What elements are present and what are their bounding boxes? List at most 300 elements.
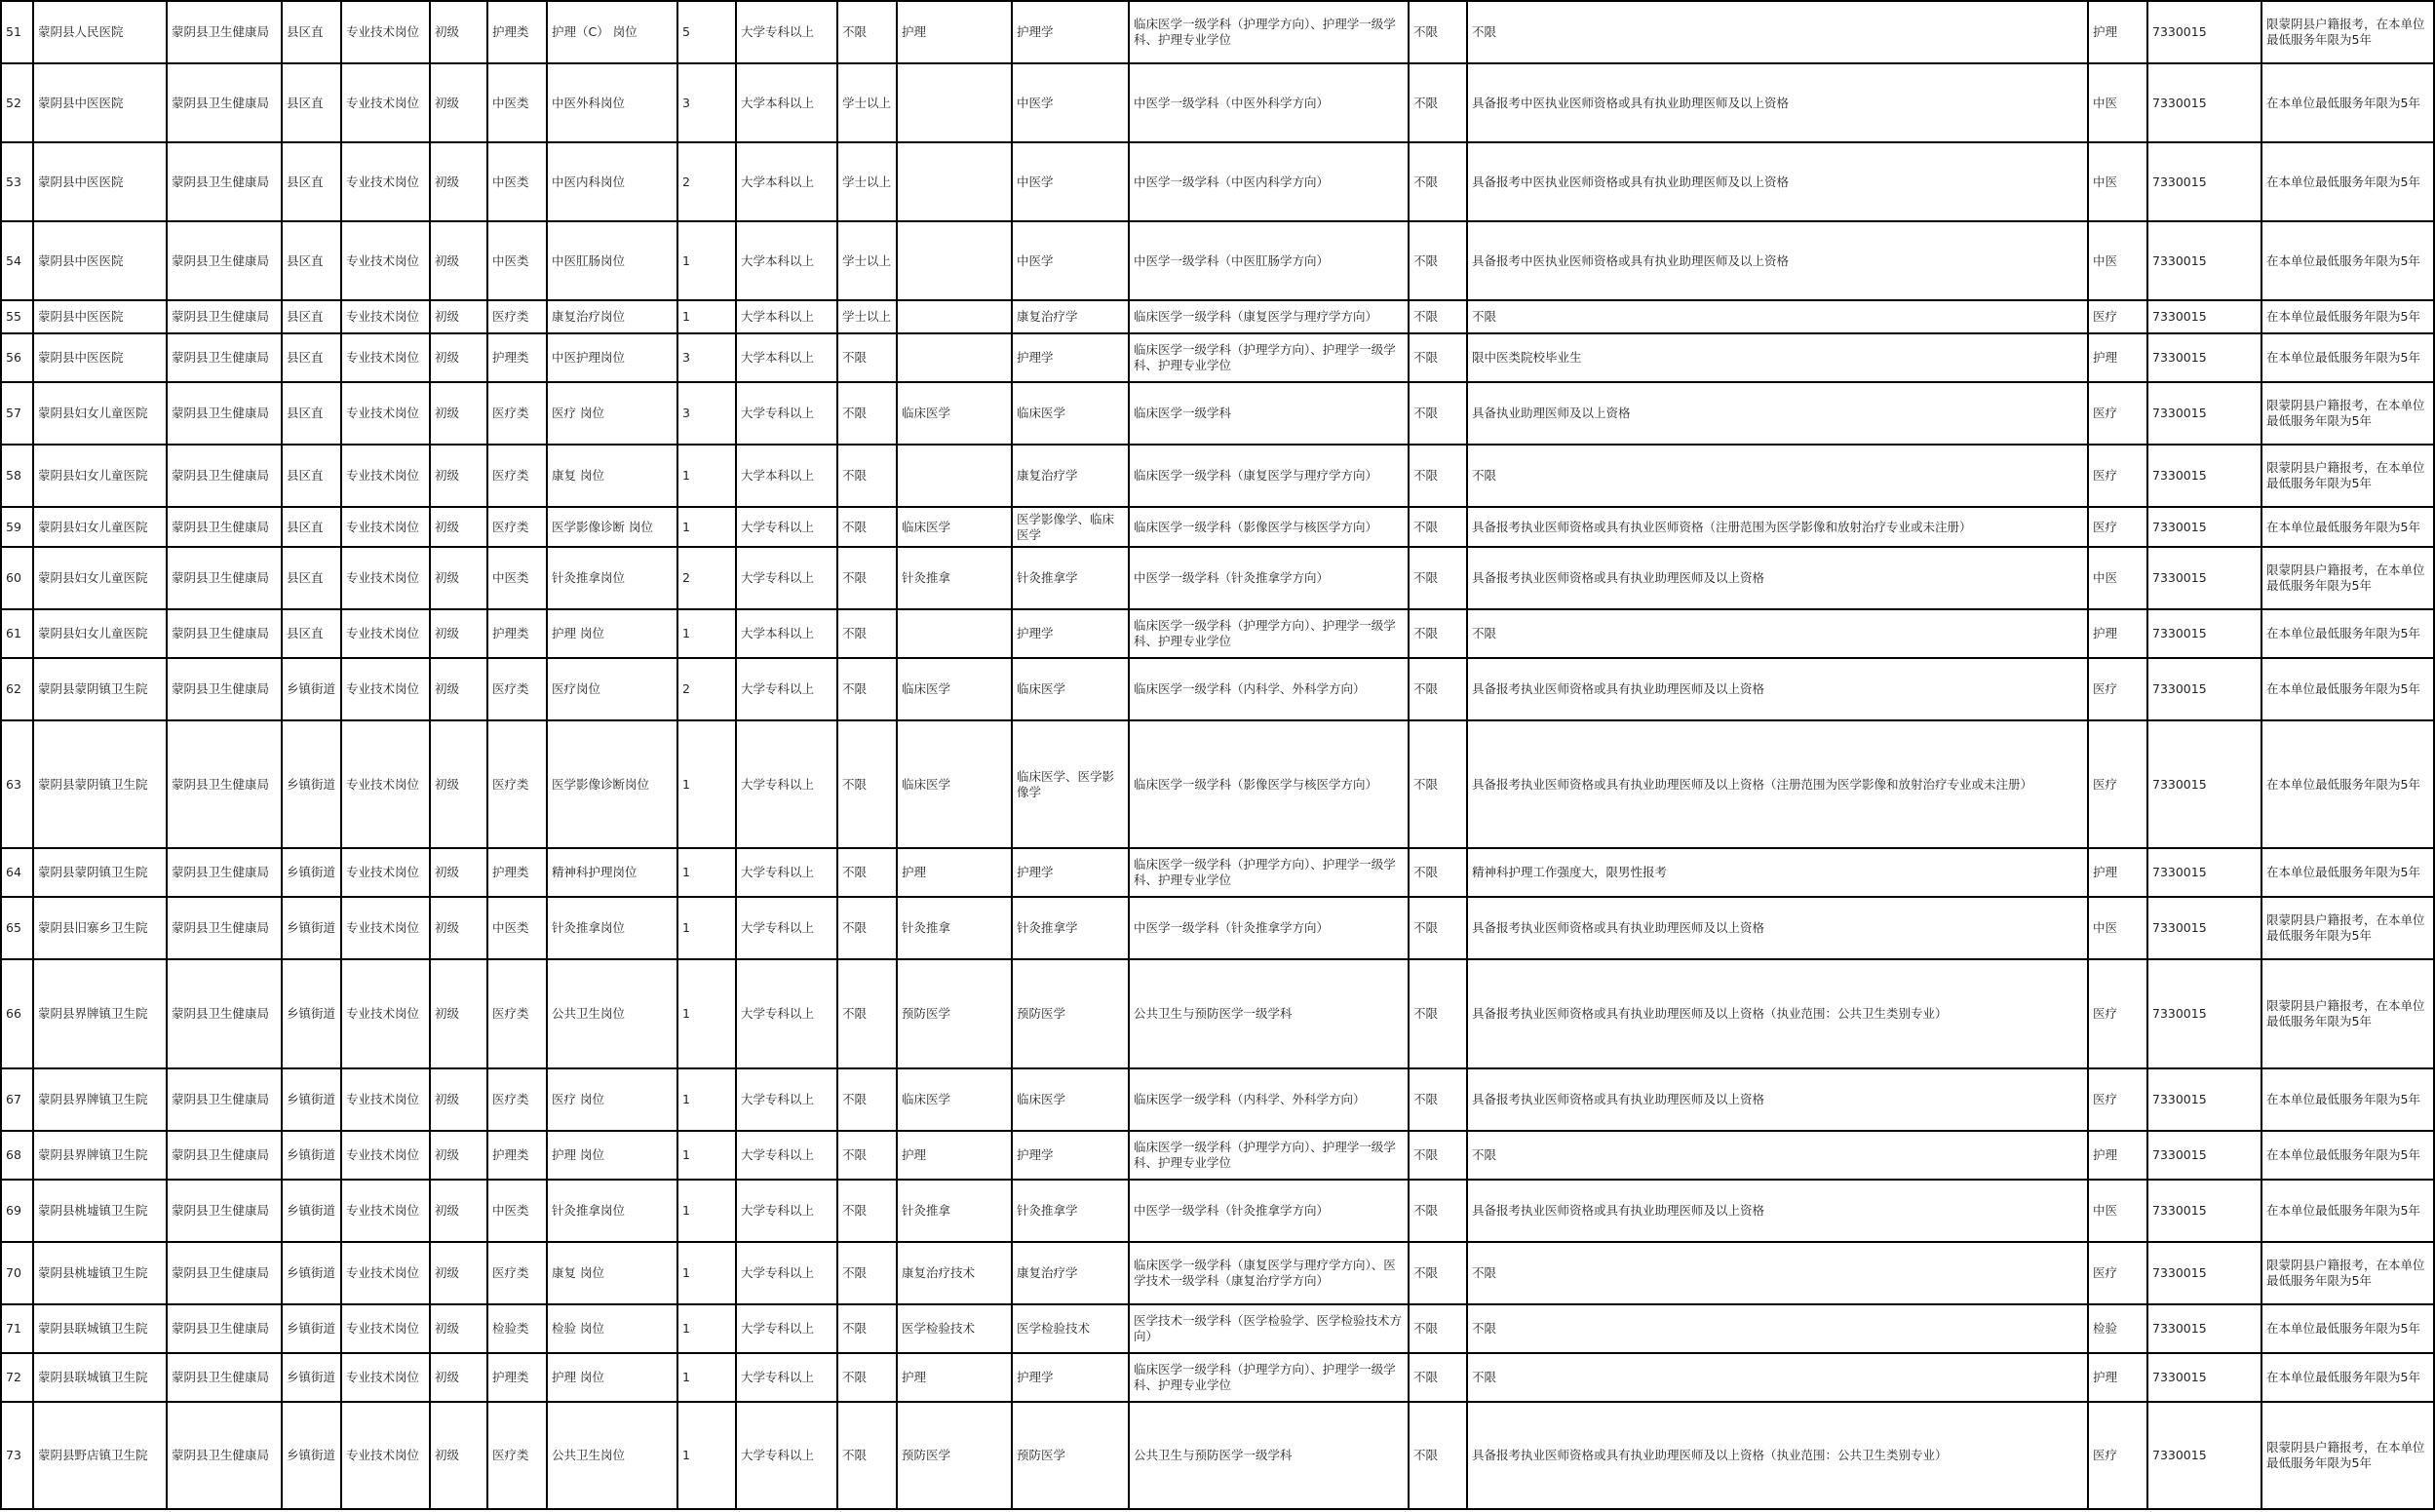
table-row xyxy=(1,720,2434,848)
cell-exam: 医疗 xyxy=(2088,1402,2147,1509)
table-row xyxy=(1,445,2434,507)
cell-level: 乡镇街道 xyxy=(282,1402,341,1509)
cell-major-bk: 护理学 xyxy=(1012,1131,1129,1180)
cell-post: 精神科护理岗位 xyxy=(547,848,677,897)
cell-degree: 不限 xyxy=(837,1304,897,1353)
cell-cat: 护理类 xyxy=(487,609,547,658)
cell-exam: 中医 xyxy=(2088,897,2147,959)
cell-degree: 不限 xyxy=(837,848,897,897)
cell-remark: 在本单位最低服务年限为5年 xyxy=(2261,1068,2434,1131)
cell-level: 县区直 xyxy=(282,142,341,221)
cell-age: 不限 xyxy=(1409,300,1467,333)
cell-remark: 限蒙阴县户籍报考，在本单位最低服务年限为5年 xyxy=(2261,897,2434,959)
table-row xyxy=(1,547,2434,609)
cell-type: 专业技术岗位 xyxy=(341,221,430,300)
cell-type: 专业技术岗位 xyxy=(341,63,430,142)
cell-major-jz: 临床医学 xyxy=(897,658,1012,720)
cell-remark: 限蒙阴县户籍报考，在本单位最低服务年限为5年 xyxy=(2261,1,2434,63)
cell-level: 县区直 xyxy=(282,507,341,547)
cell-unit: 蒙阴县妇女儿童医院 xyxy=(33,445,167,507)
cell-edu: 大学本科以上 xyxy=(736,300,837,333)
table-row xyxy=(1,300,2434,333)
cell-no: 65 xyxy=(1,897,33,959)
cell-post: 护理 岗位 xyxy=(547,1353,677,1402)
cell-major-jz: 针灸推拿 xyxy=(897,547,1012,609)
cell-major-jz xyxy=(897,221,1012,300)
cell-cat: 医疗类 xyxy=(487,658,547,720)
cell-cat: 医疗类 xyxy=(487,445,547,507)
cell-remark: 在本单位最低服务年限为5年 xyxy=(2261,333,2434,382)
cell-age: 不限 xyxy=(1409,382,1467,445)
cell-post: 针灸推拿岗位 xyxy=(547,1180,677,1242)
cell-major-jz: 护理 xyxy=(897,1,1012,63)
cell-remark: 在本单位最低服务年限为5年 xyxy=(2261,1131,2434,1180)
cell-major-bk: 康复治疗学 xyxy=(1012,1242,1129,1304)
cell-degree: 不限 xyxy=(837,897,897,959)
cell-exam: 护理 xyxy=(2088,1131,2147,1180)
cell-age: 不限 xyxy=(1409,658,1467,720)
cell-exam: 中医 xyxy=(2088,547,2147,609)
cell-cat: 医疗类 xyxy=(487,720,547,848)
cell-remark: 在本单位最低服务年限为5年 xyxy=(2261,1180,2434,1242)
table-row xyxy=(1,1,2434,63)
cell-dept: 蒙阴县卫生健康局 xyxy=(167,848,282,897)
cell-degree: 不限 xyxy=(837,382,897,445)
cell-major-bk: 康复治疗学 xyxy=(1012,445,1129,507)
cell-phone: 7330015 xyxy=(2147,658,2261,720)
cell-phone: 7330015 xyxy=(2147,1353,2261,1402)
cell-no: 73 xyxy=(1,1402,33,1509)
cell-grade: 初级 xyxy=(430,1180,487,1242)
cell-grade: 初级 xyxy=(430,507,487,547)
cell-remark: 在本单位最低服务年限为5年 xyxy=(2261,63,2434,142)
cell-unit: 蒙阴县界牌镇卫生院 xyxy=(33,1068,167,1131)
cell-no: 55 xyxy=(1,300,33,333)
cell-major-jz: 针灸推拿 xyxy=(897,897,1012,959)
cell-type: 专业技术岗位 xyxy=(341,142,430,221)
cell-exam: 护理 xyxy=(2088,609,2147,658)
cell-dept: 蒙阴县卫生健康局 xyxy=(167,897,282,959)
cell-grade: 初级 xyxy=(430,720,487,848)
cell-other: 不限 xyxy=(1467,300,2088,333)
cell-other: 具备报考中医执业医师资格或具有执业助理医师及以上资格 xyxy=(1467,63,2088,142)
cell-degree: 不限 xyxy=(837,658,897,720)
cell-exam: 护理 xyxy=(2088,848,2147,897)
cell-unit: 蒙阴县中医医院 xyxy=(33,300,167,333)
cell-phone: 7330015 xyxy=(2147,1068,2261,1131)
cell-major-bk: 中医学 xyxy=(1012,221,1129,300)
cell-major-jz: 护理 xyxy=(897,848,1012,897)
cell-grade: 初级 xyxy=(430,658,487,720)
cell-dept: 蒙阴县卫生健康局 xyxy=(167,300,282,333)
cell-degree: 不限 xyxy=(837,445,897,507)
cell-no: 53 xyxy=(1,142,33,221)
cell-other: 不限 xyxy=(1467,445,2088,507)
cell-count: 1 xyxy=(677,507,736,547)
cell-cat: 中医类 xyxy=(487,142,547,221)
cell-post: 康复 岗位 xyxy=(547,445,677,507)
cell-edu: 大学本科以上 xyxy=(736,333,837,382)
cell-post: 医疗 岗位 xyxy=(547,382,677,445)
cell-unit: 蒙阴县界牌镇卫生院 xyxy=(33,1131,167,1180)
cell-no: 64 xyxy=(1,848,33,897)
cell-degree: 不限 xyxy=(837,1,897,63)
table-body xyxy=(1,1,2434,1509)
cell-age: 不限 xyxy=(1409,1,1467,63)
cell-type: 专业技术岗位 xyxy=(341,1304,430,1353)
cell-post: 针灸推拿岗位 xyxy=(547,897,677,959)
cell-cat: 中医类 xyxy=(487,63,547,142)
cell-post: 护理 岗位 xyxy=(547,609,677,658)
cell-type: 专业技术岗位 xyxy=(341,720,430,848)
cell-major-yjs: 临床医学一级学科（康复医学与理疗学方向）、医学技术一级学科（康复治疗学方向） xyxy=(1129,1242,1409,1304)
cell-remark: 限蒙阴县户籍报考，在本单位最低服务年限为5年 xyxy=(2261,1242,2434,1304)
cell-major-yjs: 公共卫生与预防医学一级学科 xyxy=(1129,1402,1409,1509)
cell-major-yjs: 临床医学一级学科（康复医学与理疗学方向） xyxy=(1129,300,1409,333)
cell-cat: 医疗类 xyxy=(487,1402,547,1509)
cell-grade: 初级 xyxy=(430,221,487,300)
cell-remark: 在本单位最低服务年限为5年 xyxy=(2261,507,2434,547)
cell-phone: 7330015 xyxy=(2147,1242,2261,1304)
cell-cat: 医疗类 xyxy=(487,959,547,1068)
cell-remark: 限蒙阴县户籍报考，在本单位最低服务年限为5年 xyxy=(2261,382,2434,445)
cell-other: 不限 xyxy=(1467,1304,2088,1353)
cell-age: 不限 xyxy=(1409,1131,1467,1180)
cell-edu: 大学本科以上 xyxy=(736,609,837,658)
cell-major-yjs: 中医学一级学科（中医内科学方向） xyxy=(1129,142,1409,221)
cell-edu: 大学专科以上 xyxy=(736,1068,837,1131)
cell-major-bk: 中医学 xyxy=(1012,142,1129,221)
cell-major-yjs: 临床医学一级学科（护理学方向）、护理学一级学科、护理专业学位 xyxy=(1129,1131,1409,1180)
cell-count: 1 xyxy=(677,848,736,897)
cell-other: 具备执业助理医师及以上资格 xyxy=(1467,382,2088,445)
cell-other: 具备报考执业医师资格或具有执业助理医师及以上资格 xyxy=(1467,897,2088,959)
cell-phone: 7330015 xyxy=(2147,848,2261,897)
cell-dept: 蒙阴县卫生健康局 xyxy=(167,1180,282,1242)
cell-unit: 蒙阴县桃墟镇卫生院 xyxy=(33,1242,167,1304)
cell-level: 乡镇街道 xyxy=(282,1180,341,1242)
cell-major-bk: 针灸推拿学 xyxy=(1012,547,1129,609)
cell-major-bk: 护理学 xyxy=(1012,1353,1129,1402)
cell-major-yjs: 临床医学一级学科（护理学方向）、护理学一级学科、护理专业学位 xyxy=(1129,609,1409,658)
cell-edu: 大学专科以上 xyxy=(736,959,837,1068)
cell-major-jz: 护理 xyxy=(897,1131,1012,1180)
cell-exam: 医疗 xyxy=(2088,300,2147,333)
cell-no: 70 xyxy=(1,1242,33,1304)
cell-count: 3 xyxy=(677,333,736,382)
cell-cat: 检验类 xyxy=(487,1304,547,1353)
cell-phone: 7330015 xyxy=(2147,1,2261,63)
cell-level: 乡镇街道 xyxy=(282,1242,341,1304)
cell-count: 1 xyxy=(677,897,736,959)
cell-degree: 不限 xyxy=(837,1131,897,1180)
cell-edu: 大学专科以上 xyxy=(736,547,837,609)
cell-no: 67 xyxy=(1,1068,33,1131)
cell-degree: 学士以上 xyxy=(837,300,897,333)
cell-post: 医学影像诊断岗位 xyxy=(547,720,677,848)
cell-level: 县区直 xyxy=(282,300,341,333)
cell-dept: 蒙阴县卫生健康局 xyxy=(167,547,282,609)
cell-exam: 中医 xyxy=(2088,142,2147,221)
cell-no: 56 xyxy=(1,333,33,382)
cell-major-yjs: 医学技术一级学科（医学检验学、医学检验技术方向） xyxy=(1129,1304,1409,1353)
cell-phone: 7330015 xyxy=(2147,1402,2261,1509)
cell-type: 专业技术岗位 xyxy=(341,445,430,507)
cell-edu: 大学本科以上 xyxy=(736,142,837,221)
cell-post: 公共卫生岗位 xyxy=(547,959,677,1068)
cell-phone: 7330015 xyxy=(2147,221,2261,300)
cell-cat: 护理类 xyxy=(487,848,547,897)
cell-level: 乡镇街道 xyxy=(282,658,341,720)
cell-dept: 蒙阴县卫生健康局 xyxy=(167,1242,282,1304)
cell-phone: 7330015 xyxy=(2147,300,2261,333)
cell-exam: 医疗 xyxy=(2088,658,2147,720)
cell-exam: 医疗 xyxy=(2088,445,2147,507)
cell-other: 不限 xyxy=(1467,1,2088,63)
cell-level: 乡镇街道 xyxy=(282,848,341,897)
cell-major-jz: 临床医学 xyxy=(897,382,1012,445)
cell-phone: 7330015 xyxy=(2147,382,2261,445)
cell-major-yjs: 临床医学一级学科（护理学方向）、护理学一级学科、护理专业学位 xyxy=(1129,848,1409,897)
table-row xyxy=(1,1131,2434,1180)
cell-dept: 蒙阴县卫生健康局 xyxy=(167,1402,282,1509)
cell-dept: 蒙阴县卫生健康局 xyxy=(167,1353,282,1402)
cell-age: 不限 xyxy=(1409,1242,1467,1304)
cell-major-yjs: 临床医学一级学科 xyxy=(1129,382,1409,445)
cell-no: 54 xyxy=(1,221,33,300)
cell-major-yjs: 公共卫生与预防医学一级学科 xyxy=(1129,959,1409,1068)
cell-grade: 初级 xyxy=(430,547,487,609)
cell-age: 不限 xyxy=(1409,720,1467,848)
cell-count: 1 xyxy=(677,221,736,300)
cell-major-jz: 针灸推拿 xyxy=(897,1180,1012,1242)
cell-level: 乡镇街道 xyxy=(282,1304,341,1353)
cell-degree: 不限 xyxy=(837,609,897,658)
cell-other: 具备报考执业医师资格或具有执业助理医师及以上资格 xyxy=(1467,1180,2088,1242)
cell-edu: 大学专科以上 xyxy=(736,1402,837,1509)
cell-unit: 蒙阴县妇女儿童医院 xyxy=(33,547,167,609)
cell-exam: 护理 xyxy=(2088,1,2147,63)
cell-level: 县区直 xyxy=(282,1,341,63)
cell-type: 专业技术岗位 xyxy=(341,609,430,658)
cell-unit: 蒙阴县野店镇卫生院 xyxy=(33,1402,167,1509)
cell-grade: 初级 xyxy=(430,63,487,142)
cell-other: 不限 xyxy=(1467,609,2088,658)
cell-no: 68 xyxy=(1,1131,33,1180)
cell-phone: 7330015 xyxy=(2147,897,2261,959)
cell-no: 66 xyxy=(1,959,33,1068)
cell-unit: 蒙阴县妇女儿童医院 xyxy=(33,382,167,445)
cell-dept: 蒙阴县卫生健康局 xyxy=(167,1304,282,1353)
cell-grade: 初级 xyxy=(430,142,487,221)
cell-unit: 蒙阴县界牌镇卫生院 xyxy=(33,959,167,1068)
cell-edu: 大学专科以上 xyxy=(736,897,837,959)
cell-count: 1 xyxy=(677,1180,736,1242)
cell-type: 专业技术岗位 xyxy=(341,1068,430,1131)
cell-remark: 限蒙阴县户籍报考，在本单位最低服务年限为5年 xyxy=(2261,547,2434,609)
cell-grade: 初级 xyxy=(430,848,487,897)
cell-count: 1 xyxy=(677,300,736,333)
table-row xyxy=(1,333,2434,382)
cell-dept: 蒙阴县卫生健康局 xyxy=(167,507,282,547)
cell-unit: 蒙阴县妇女儿童医院 xyxy=(33,507,167,547)
cell-type: 专业技术岗位 xyxy=(341,959,430,1068)
cell-major-yjs: 临床医学一级学科（内科学、外科学方向） xyxy=(1129,1068,1409,1131)
cell-other: 不限 xyxy=(1467,1353,2088,1402)
cell-count: 1 xyxy=(677,445,736,507)
cell-major-bk: 护理学 xyxy=(1012,333,1129,382)
cell-degree: 不限 xyxy=(837,333,897,382)
cell-count: 1 xyxy=(677,720,736,848)
cell-dept: 蒙阴县卫生健康局 xyxy=(167,142,282,221)
cell-dept: 蒙阴县卫生健康局 xyxy=(167,1068,282,1131)
cell-remark: 在本单位最低服务年限为5年 xyxy=(2261,848,2434,897)
cell-degree: 不限 xyxy=(837,507,897,547)
cell-age: 不限 xyxy=(1409,1180,1467,1242)
cell-edu: 大学专科以上 xyxy=(736,1304,837,1353)
cell-type: 专业技术岗位 xyxy=(341,658,430,720)
cell-edu: 大学专科以上 xyxy=(736,382,837,445)
cell-major-yjs: 临床医学一级学科（护理学方向）、护理学一级学科、护理专业学位 xyxy=(1129,1353,1409,1402)
table-row xyxy=(1,658,2434,720)
cell-no: 71 xyxy=(1,1304,33,1353)
cell-no: 62 xyxy=(1,658,33,720)
cell-post: 公共卫生岗位 xyxy=(547,1402,677,1509)
cell-major-jz xyxy=(897,609,1012,658)
cell-exam: 医疗 xyxy=(2088,1242,2147,1304)
cell-major-jz: 医学检验技术 xyxy=(897,1304,1012,1353)
cell-edu: 大学专科以上 xyxy=(736,720,837,848)
cell-dept: 蒙阴县卫生健康局 xyxy=(167,720,282,848)
cell-major-bk: 临床医学 xyxy=(1012,1068,1129,1131)
cell-count: 2 xyxy=(677,142,736,221)
cell-major-bk: 临床医学 xyxy=(1012,382,1129,445)
cell-level: 县区直 xyxy=(282,63,341,142)
cell-grade: 初级 xyxy=(430,445,487,507)
cell-cat: 护理类 xyxy=(487,1353,547,1402)
cell-other: 精神科护理工作强度大，限男性报考 xyxy=(1467,848,2088,897)
cell-no: 69 xyxy=(1,1180,33,1242)
cell-unit: 蒙阴县旧寨乡卫生院 xyxy=(33,897,167,959)
cell-unit: 蒙阴县蒙阴镇卫生院 xyxy=(33,848,167,897)
cell-major-jz xyxy=(897,63,1012,142)
cell-dept: 蒙阴县卫生健康局 xyxy=(167,445,282,507)
cell-unit: 蒙阴县联城镇卫生院 xyxy=(33,1304,167,1353)
cell-phone: 7330015 xyxy=(2147,445,2261,507)
cell-type: 专业技术岗位 xyxy=(341,382,430,445)
cell-remark: 在本单位最低服务年限为5年 xyxy=(2261,720,2434,848)
cell-major-bk: 针灸推拿学 xyxy=(1012,897,1129,959)
cell-level: 县区直 xyxy=(282,609,341,658)
cell-unit: 蒙阴县中医医院 xyxy=(33,333,167,382)
cell-unit: 蒙阴县妇女儿童医院 xyxy=(33,609,167,658)
cell-post: 医疗 岗位 xyxy=(547,1068,677,1131)
cell-other: 具备报考执业医师资格或具有执业助理医师及以上资格 xyxy=(1467,658,2088,720)
cell-major-bk: 医学检验技术 xyxy=(1012,1304,1129,1353)
cell-phone: 7330015 xyxy=(2147,1131,2261,1180)
cell-major-yjs: 中医学一级学科（中医外科学方向） xyxy=(1129,63,1409,142)
cell-major-jz: 护理 xyxy=(897,1353,1012,1402)
cell-type: 专业技术岗位 xyxy=(341,507,430,547)
cell-unit: 蒙阴县蒙阴镇卫生院 xyxy=(33,720,167,848)
cell-unit: 蒙阴县蒙阴镇卫生院 xyxy=(33,658,167,720)
cell-level: 县区直 xyxy=(282,445,341,507)
cell-phone: 7330015 xyxy=(2147,507,2261,547)
cell-age: 不限 xyxy=(1409,333,1467,382)
table-row xyxy=(1,507,2434,547)
cell-unit: 蒙阴县联城镇卫生院 xyxy=(33,1353,167,1402)
cell-level: 乡镇街道 xyxy=(282,1131,341,1180)
cell-major-bk: 康复治疗学 xyxy=(1012,300,1129,333)
cell-remark: 在本单位最低服务年限为5年 xyxy=(2261,1353,2434,1402)
cell-major-jz xyxy=(897,142,1012,221)
table-row xyxy=(1,1068,2434,1131)
cell-remark: 限蒙阴县户籍报考，在本单位最低服务年限为5年 xyxy=(2261,959,2434,1068)
cell-remark: 在本单位最低服务年限为5年 xyxy=(2261,609,2434,658)
cell-age: 不限 xyxy=(1409,848,1467,897)
cell-major-bk: 护理学 xyxy=(1012,1,1129,63)
cell-other: 具备报考中医执业医师资格或具有执业助理医师及以上资格 xyxy=(1467,142,2088,221)
cell-degree: 学士以上 xyxy=(837,142,897,221)
cell-exam: 医疗 xyxy=(2088,1068,2147,1131)
cell-phone: 7330015 xyxy=(2147,333,2261,382)
cell-exam: 中医 xyxy=(2088,221,2147,300)
cell-exam: 护理 xyxy=(2088,333,2147,382)
cell-age: 不限 xyxy=(1409,609,1467,658)
cell-age: 不限 xyxy=(1409,1353,1467,1402)
cell-other: 具备报考执业医师资格或具有执业助理医师及以上资格 xyxy=(1467,1068,2088,1131)
cell-dept: 蒙阴县卫生健康局 xyxy=(167,1,282,63)
cell-post: 医疗岗位 xyxy=(547,658,677,720)
cell-level: 乡镇街道 xyxy=(282,720,341,848)
cell-count: 3 xyxy=(677,63,736,142)
cell-exam: 中医 xyxy=(2088,1180,2147,1242)
cell-age: 不限 xyxy=(1409,959,1467,1068)
cell-exam: 中医 xyxy=(2088,63,2147,142)
cell-other: 不限 xyxy=(1467,1131,2088,1180)
cell-major-yjs: 临床医学一级学科（护理学方向）、护理学一级学科、护理专业学位 xyxy=(1129,1,1409,63)
table-row xyxy=(1,1353,2434,1402)
cell-level: 县区直 xyxy=(282,547,341,609)
cell-dept: 蒙阴县卫生健康局 xyxy=(167,333,282,382)
cell-no: 60 xyxy=(1,547,33,609)
cell-remark: 在本单位最低服务年限为5年 xyxy=(2261,300,2434,333)
cell-other: 具备报考中医执业医师资格或具有执业助理医师及以上资格 xyxy=(1467,221,2088,300)
cell-phone: 7330015 xyxy=(2147,720,2261,848)
cell-grade: 初级 xyxy=(430,1068,487,1131)
cell-age: 不限 xyxy=(1409,547,1467,609)
cell-grade: 初级 xyxy=(430,1353,487,1402)
cell-dept: 蒙阴县卫生健康局 xyxy=(167,658,282,720)
cell-level: 乡镇街道 xyxy=(282,897,341,959)
table-row xyxy=(1,142,2434,221)
cell-major-jz: 临床医学 xyxy=(897,507,1012,547)
cell-major-yjs: 中医学一级学科（针灸推拿学方向） xyxy=(1129,1180,1409,1242)
cell-grade: 初级 xyxy=(430,1,487,63)
cell-dept: 蒙阴县卫生健康局 xyxy=(167,1131,282,1180)
table-row xyxy=(1,1180,2434,1242)
cell-post: 针灸推拿岗位 xyxy=(547,547,677,609)
cell-count: 1 xyxy=(677,1242,736,1304)
cell-other: 具备报考执业医师资格或具有执业助理医师及以上资格（注册范围为医学影像和放射治疗专业或未注册） xyxy=(1467,720,2088,848)
cell-level: 乡镇街道 xyxy=(282,959,341,1068)
cell-degree: 不限 xyxy=(837,959,897,1068)
cell-count: 1 xyxy=(677,1068,736,1131)
cell-age: 不限 xyxy=(1409,897,1467,959)
cell-post: 中医外科岗位 xyxy=(547,63,677,142)
cell-post: 护理（C） 岗位 xyxy=(547,1,677,63)
cell-edu: 大学专科以上 xyxy=(736,1180,837,1242)
